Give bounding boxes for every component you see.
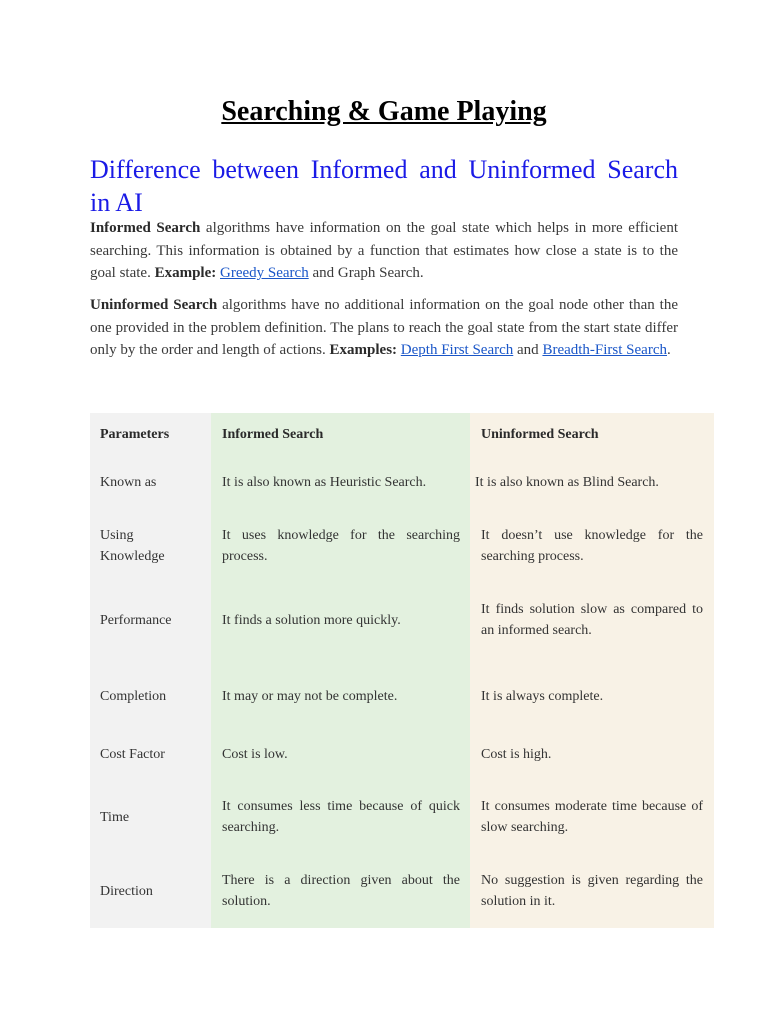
paragraph-text: algorithms have no additional information on the goal node other than the one provided in the problem definition. The plans to reach the goal state from the start state differ only by the order and length of actions. [90,297,678,358]
cell-text: Direction [100,883,153,899]
row-using-knowledge-uninformed [481,524,703,568]
paragraph-text: algorithms have information on the goal state which helps in more efficient searching. This information is obtained by a function that estimates how close a state is to the goal state. [90,220,679,281]
term-uninformed-search: Uninformed Search [90,297,218,313]
row-time-param [100,795,205,839]
row-time-uninformed [481,795,703,839]
row-completion-uninformed [481,683,703,709]
cell-text: No suggestion is given regarding the solution in it. [481,873,703,909]
paragraph-connector: and [513,342,543,358]
cell-text: Cost is low. [222,746,288,762]
comparison-table [90,413,714,928]
cell-text: Performance [100,612,172,628]
uninformed-search-paragraph [90,294,678,362]
header-uninformed-search: Uninformed Search [481,426,599,442]
greedy-search-link[interactable]: Greedy Search [220,265,309,281]
cell-text: It is also known as Heuristic Search. [222,474,427,490]
breadth-first-search-link[interactable]: Breadth-First Search [542,342,667,358]
row-direction-uninformed [481,869,703,913]
row-known-as-uninformed [475,469,697,495]
cell-text: It doesn’t use knowledge for the searching process. [481,528,703,564]
examples-label: Examples: [329,342,398,358]
row-performance-param [100,598,205,642]
row-performance-uninformed [481,598,703,642]
header-parameters: Parameters [100,426,170,442]
depth-first-search-link[interactable]: Depth First Search [400,342,514,358]
row-time-informed [222,795,460,839]
row-known-as-informed [222,469,460,495]
row-cost-factor-param [100,741,205,767]
row-known-as-param [100,469,205,495]
cell-text: Known as [100,474,157,490]
row-direction-informed [222,869,460,913]
cell-text: Completion [100,688,167,704]
row-using-knowledge-param [100,524,205,568]
cell-text: It consumes less time because of quick searching. [222,799,460,835]
cell-text: It consumes moderate time because of slow searching. [481,799,703,835]
cell-text: It is also known as Blind Search. [475,474,659,490]
row-completion-param [100,683,205,709]
paragraph-tail: and Graph Search. [308,265,424,281]
cell-text: It is always complete. [481,688,604,704]
header-informed-search: Informed Search [222,426,324,442]
informed-search-paragraph [90,217,678,285]
row-completion-informed [222,683,460,709]
row-using-knowledge-informed [222,524,460,568]
cell-text: Using Knowledge [100,528,165,564]
cell-text: Cost Factor [100,746,165,762]
row-cost-factor-uninformed [481,741,703,767]
cell-text: Time [100,809,130,825]
cell-text: It finds a solution more quickly. [222,612,401,628]
cell-text: Cost is high. [481,746,552,762]
cell-text: It may or may not be complete. [222,688,398,704]
page-title: Searching & Game Playing [221,96,547,127]
row-cost-factor-informed [222,741,460,767]
example-label: Example: [154,265,217,281]
paragraph-tail: . [667,342,671,358]
section-heading: Difference between Informed and Uninformed Search in AI [90,155,678,217]
row-direction-param [100,869,205,913]
cell-text: It uses knowledge for the searching process. [222,528,460,564]
cell-text: There is a direction given about the solution. [222,873,460,909]
row-performance-informed [222,598,460,642]
cell-text: It finds solution slow as compared to an informed search. [481,602,703,638]
term-informed-search: Informed Search [90,220,201,236]
